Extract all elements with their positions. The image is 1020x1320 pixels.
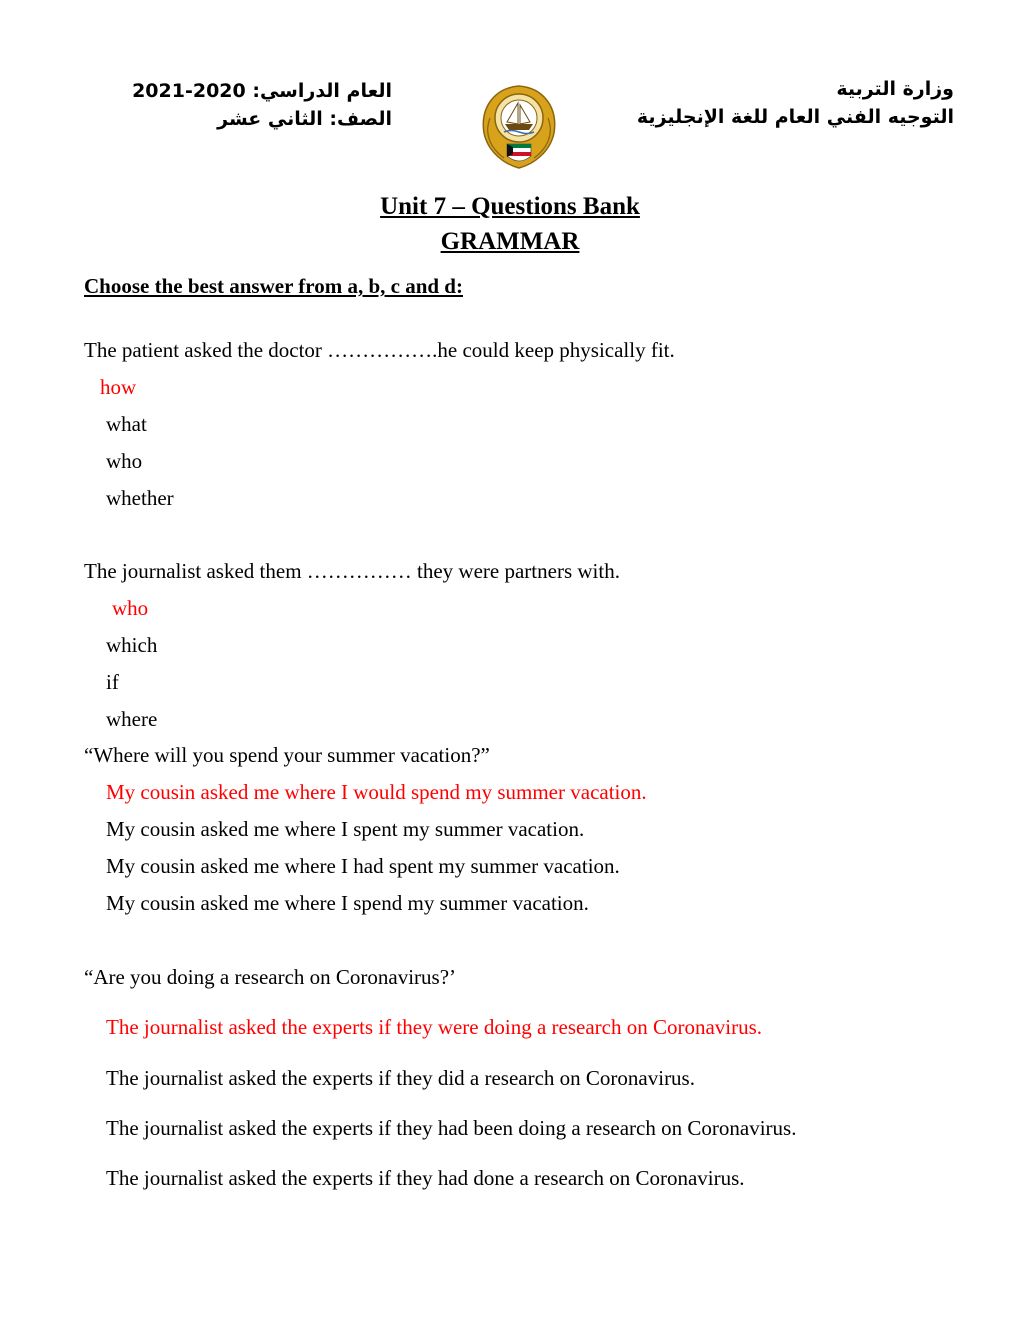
question-1-option-c: who (106, 449, 143, 473)
page-title: Unit 7 – Questions Bank (380, 193, 640, 220)
question-4-option-d: The journalist asked the experts if they had done a research on Coronavirus. (106, 1166, 745, 1190)
question-1-stem: The patient asked the doctor …………….he could keep physically fit. (84, 338, 675, 362)
academic-year: العام الدراسي: 2020-2021 (132, 80, 392, 102)
question-4-option-c: The journalist asked the experts if they had been doing a research on Coronavirus. (106, 1116, 797, 1140)
section-title: GRAMMAR (440, 228, 580, 255)
kuwait-emblem-icon (474, 78, 564, 174)
question-2-option-c: if (106, 670, 119, 694)
instructions: Choose the best answer from a, b, c and d: (84, 274, 463, 298)
question-3-option-d: My cousin asked me where I spend my summer vacation. (106, 891, 589, 915)
ministry-name: وزارة التربية (836, 78, 954, 100)
question-4-option-b: The journalist asked the experts if they did a research on Coronavirus. (106, 1066, 695, 1090)
question-4-stem: “Are you doing a research on Coronavirus?’ (84, 965, 457, 989)
department-name: التوجيه الفني العام للغة الإنجليزية (636, 106, 954, 128)
question-3-option-b: My cousin asked me where I spent my summer vacation. (106, 817, 585, 841)
question-3-option-a: My cousin asked me where I would spend my summer vacation. (106, 780, 647, 804)
question-2-option-a: who (112, 596, 149, 620)
question-2-option-b: which (106, 633, 158, 657)
question-3-option-c: My cousin asked me where I had spent my summer vacation. (106, 854, 620, 878)
grade-level: الصف: الثاني عشر (217, 108, 392, 130)
question-2-stem: The journalist asked them …………… they were partners with. (84, 559, 620, 583)
question-4-option-a: The journalist asked the experts if they were doing a research on Coronavirus. (106, 1015, 763, 1039)
question-3-stem: “Where will you spend your summer vacation?” (84, 743, 490, 767)
question-1-option-d: whether (106, 486, 174, 510)
question-1-option-a: how (100, 375, 137, 399)
question-1-option-b: what (106, 412, 147, 436)
question-2-option-d: where (106, 707, 158, 731)
